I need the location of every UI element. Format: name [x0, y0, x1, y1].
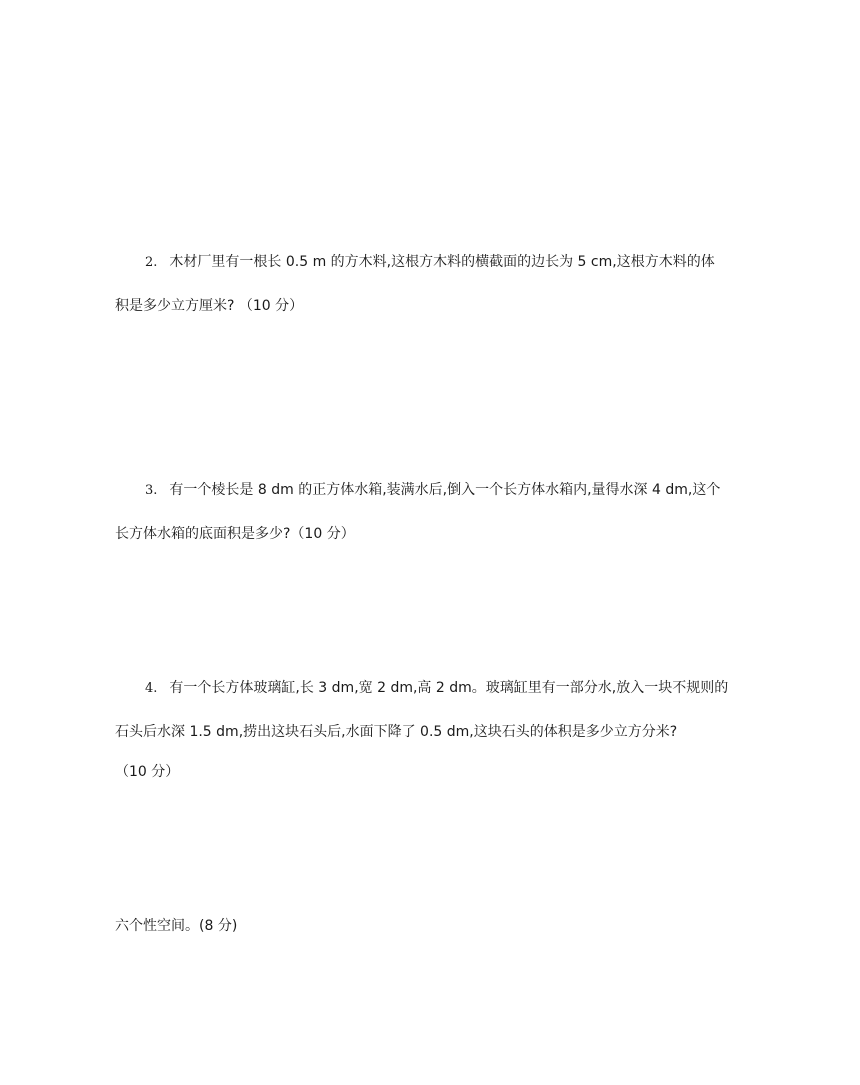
- problem-4-text-1: 有一个长方体玻璃缸,长 3 dm,宽 2 dm,高 2 dm。玻璃缸里有一部分水,放入一块不规则的: [169, 680, 729, 696]
- problem-3-line-2: 长方体水箱的底面积是多少?（10 分）: [115, 526, 355, 542]
- problem-2-number: 2.: [145, 255, 158, 270]
- problem-4-score: （10 分）: [115, 764, 180, 780]
- problem-2-text-1: 木材厂里有一根长 0.5 m 的方木料,这根方木料的横截面的边长为 5 cm,这根方木料的体: [169, 254, 715, 270]
- problem-3-number: 3.: [145, 483, 158, 498]
- problem-4-line-2: 石头后水深 1.5 dm,捞出这块石头后,水面下降了 0.5 dm,这块石头的体积是多少立方分米?: [115, 724, 678, 740]
- problem-3: [115, 468, 745, 556]
- problem-2: [115, 240, 745, 328]
- problem-2-line-2: 积是多少立方厘米? （10 分）: [115, 298, 304, 314]
- section-title: 六个性空间。(8 分): [115, 918, 238, 934]
- problem-3-line-1: [115, 468, 745, 512]
- problem-4: [115, 666, 745, 790]
- problem-4-number: 4.: [145, 681, 158, 696]
- problem-2-line-1: [115, 240, 745, 284]
- problem-3-text-1: 有一个棱长是 8 dm 的正方体水箱,装满水后,倒入一个长方体水箱内,量得水深 4 dm,这个: [169, 482, 721, 498]
- problem-4-line-1: [115, 666, 745, 710]
